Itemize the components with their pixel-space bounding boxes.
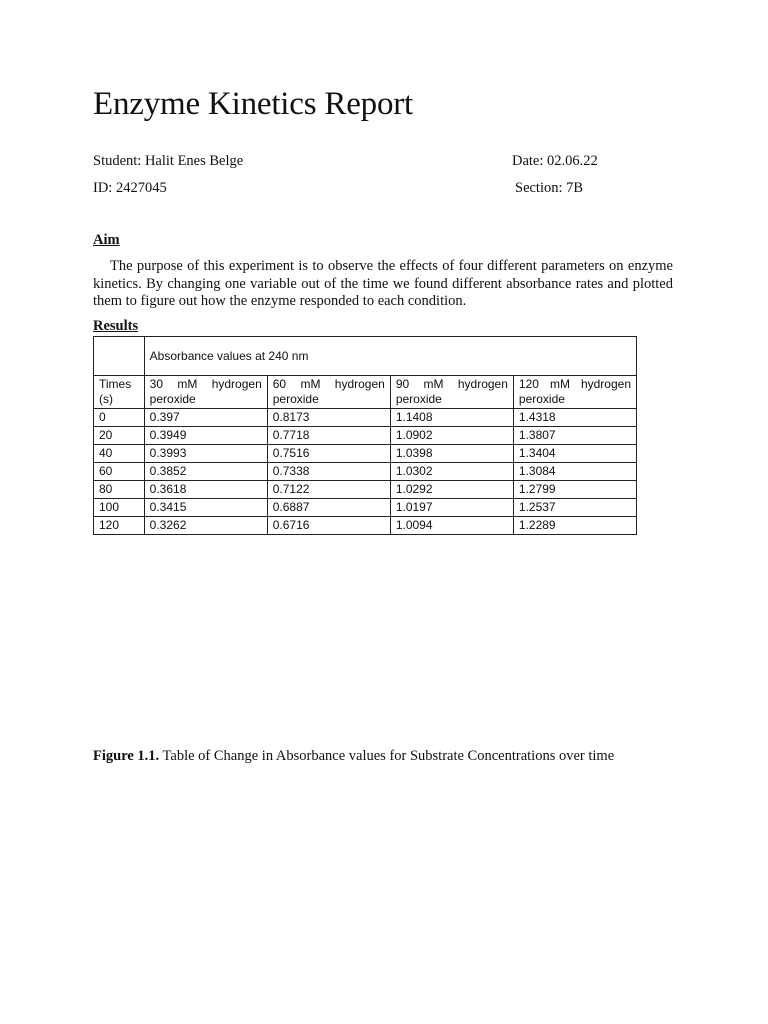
report-date: Date: 02.06.22 [512,153,598,169]
time-cell: 120 [94,517,145,535]
table-row [94,427,637,445]
absorbance-cell: 1.0902 [390,427,513,445]
figure-caption [93,748,614,765]
absorbance-cell: 0.3415 [144,499,267,517]
absorbance-cell: 1.2537 [513,499,636,517]
time-cell: 40 [94,445,145,463]
absorbance-cell: 1.2799 [513,481,636,499]
column-header-line: peroxide [149,392,196,406]
time-column-header [94,376,145,409]
column-header-30mm [144,376,267,409]
id-info-row [93,180,613,197]
absorbance-cell: 1.3404 [513,445,636,463]
absorbance-group-header: Absorbance values at 240 nm [144,337,636,376]
column-header-90mm [390,376,513,409]
absorbance-table [93,336,637,535]
absorbance-cell: 1.0302 [390,463,513,481]
absorbance-cell: 0.3852 [144,463,267,481]
absorbance-cell: 1.2289 [513,517,636,535]
column-header-line: peroxide [518,392,565,406]
time-cell: 20 [94,427,145,445]
absorbance-cell: 0.7516 [267,445,390,463]
section-number: Section: 7B [515,180,584,196]
aim-paragraph: The purpose of this experiment is to observe the effects of four different parameters on enzyme kinetics. By changing one variable out of the time we found different absorbance rates and plotted them to figure out how the enzyme responded to each condition. [93,258,673,309]
time-cell: 100 [94,499,145,517]
absorbance-cell: 0.397 [144,409,267,427]
column-header-line: 90 mM hydrogen [395,377,508,391]
column-header-line: peroxide [395,392,442,406]
student-info-row [93,153,613,170]
absorbance-cell: 0.7718 [267,427,390,445]
column-header-line: 60 mM hydrogen [272,377,385,391]
table-row [94,481,637,499]
aim-heading: Aim [93,232,120,248]
absorbance-cell: 0.3993 [144,445,267,463]
table-row [94,409,637,427]
column-header-120mm [513,376,636,409]
time-header-line: Times [99,377,132,391]
results-heading: Results [93,318,139,334]
column-header-60mm [267,376,390,409]
absorbance-cell: 1.0094 [390,517,513,535]
absorbance-cell: 1.0197 [390,499,513,517]
absorbance-cell: 0.3949 [144,427,267,445]
absorbance-cell: 0.8173 [267,409,390,427]
figure-caption-text: Table of Change in Absorbance values for Substrate Concentrations over time [159,748,615,764]
table-row [94,517,637,535]
column-header-line: 120 mM hydrogen [518,377,631,391]
time-cell: 60 [94,463,145,481]
time-cell: 0 [94,409,145,427]
absorbance-cell: 0.6887 [267,499,390,517]
absorbance-cell: 1.0398 [390,445,513,463]
time-cell: 80 [94,481,145,499]
absorbance-cell: 1.0292 [390,481,513,499]
absorbance-cell: 0.7338 [267,463,390,481]
absorbance-cell: 0.3618 [144,481,267,499]
absorbance-cell: 1.1408 [390,409,513,427]
table-row [94,445,637,463]
table-group-header-row [94,337,637,376]
absorbance-cell: 0.6716 [267,517,390,535]
absorbance-cell: 0.3262 [144,517,267,535]
absorbance-cell: 1.4318 [513,409,636,427]
column-header-line: 30 mM hydrogen [149,377,262,391]
table-row [94,499,637,517]
column-header-line: peroxide [272,392,319,406]
absorbance-cell: 0.7122 [267,481,390,499]
student-id: ID: 2427045 [93,180,167,196]
table-row [94,463,637,481]
figure-label: Figure 1.1. [93,748,160,764]
table-corner-cell [94,337,145,376]
absorbance-cell: 1.3807 [513,427,636,445]
table-column-header-row [94,376,637,409]
student-name: Student: Halit Enes Belge [93,153,244,169]
report-title: Enzyme Kinetics Report [93,86,414,122]
absorbance-cell: 1.3084 [513,463,636,481]
time-unit-line: (s) [99,392,113,406]
